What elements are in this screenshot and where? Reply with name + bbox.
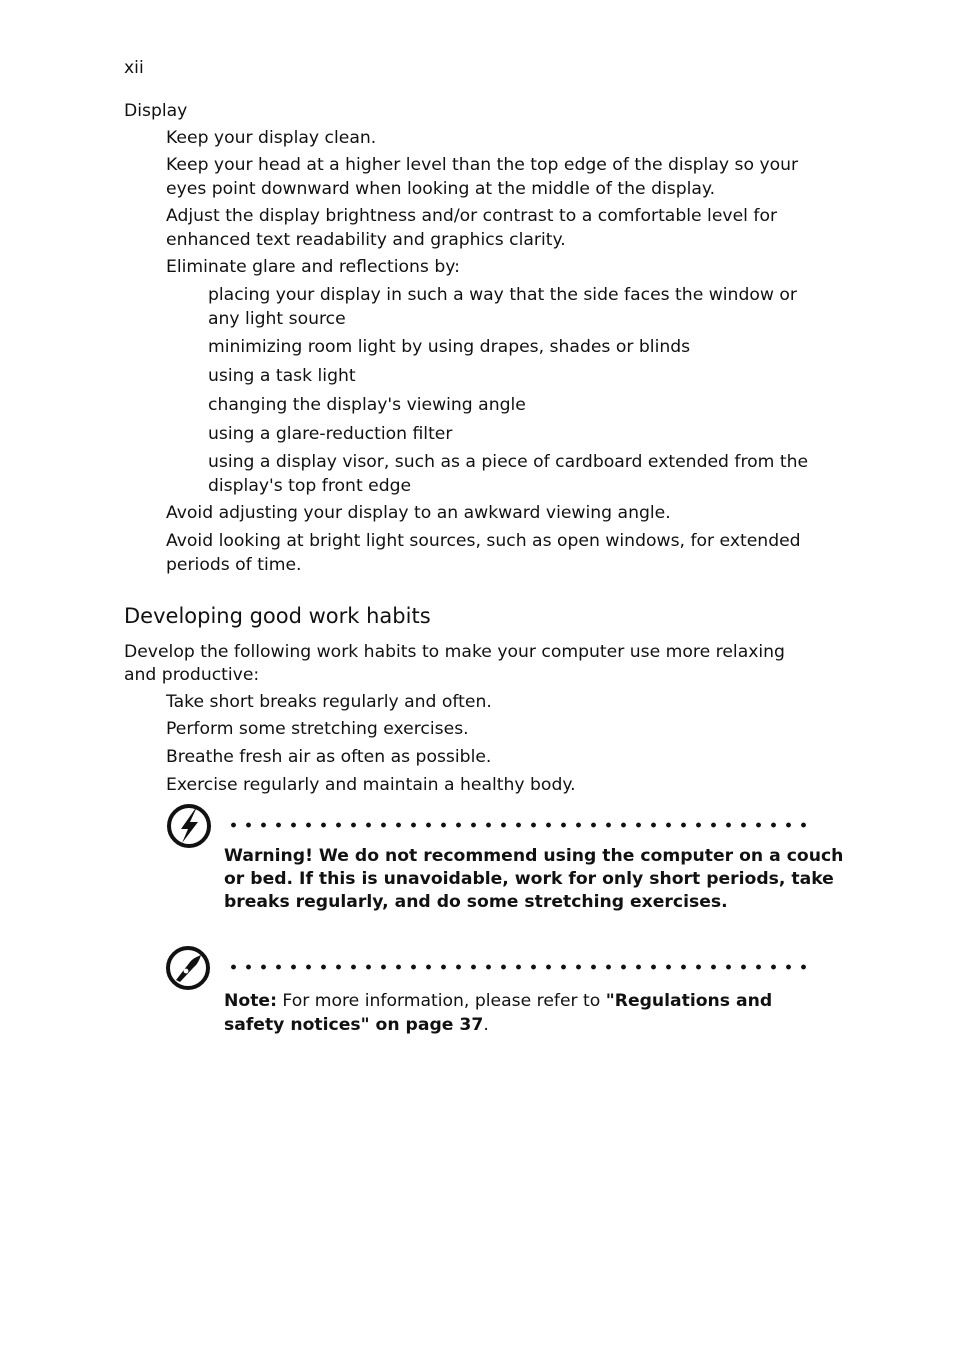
- note-link-text[interactable]: "Regulations and: [605, 991, 773, 1011]
- list-item: Perform some stretching exercises.: [166, 719, 469, 739]
- list-item-continuation: periods of time.: [166, 555, 302, 575]
- warning-text: or bed. If this is unavoidable, work for only short periods, take: [224, 869, 834, 889]
- list-item: Take short breaks regularly and often.: [166, 692, 492, 712]
- note-end: .: [483, 1015, 489, 1035]
- list-item: Avoid looking at bright light sources, such as open windows, for extended: [166, 531, 801, 551]
- list-item: Avoid adjusting your display to an awkward viewing angle.: [166, 503, 671, 523]
- sub-list-item-continuation: display's top front edge: [208, 476, 412, 496]
- list-item: Keep your head at a higher level than the top edge of the display so your: [166, 155, 799, 175]
- sub-list-item: using a display visor, such as a piece of cardboard extended from the: [208, 452, 809, 472]
- list-item-continuation: eyes point downward when looking at the middle of the display.: [166, 179, 716, 199]
- sub-list-item: changing the display's viewing angle: [208, 395, 526, 415]
- sub-list-item: using a glare-reduction filter: [208, 424, 453, 444]
- warning-text: breaks regularly, and do some stretching exercises.: [224, 892, 728, 912]
- list-item: Exercise regularly and maintain a healthy body.: [166, 775, 576, 795]
- habits-intro-continuation: and productive:: [124, 665, 260, 685]
- note-text: [224, 989, 772, 1013]
- note-dotted-rule: [226, 964, 810, 970]
- list-item: Breathe fresh air as often as possible.: [166, 747, 492, 767]
- list-item: Eliminate glare and reflections by:: [166, 257, 460, 277]
- section-heading-display: Display: [124, 101, 188, 121]
- section-title-habits: Developing good work habits: [124, 604, 431, 628]
- warning-text: Warning! We do not recommend using the computer on a couch: [224, 846, 844, 866]
- sub-list-item-continuation: any light source: [208, 309, 346, 329]
- note-link-text[interactable]: safety notices" on page 37: [224, 1015, 484, 1035]
- list-item: Adjust the display brightness and/or contrast to a comfortable level for: [166, 206, 778, 226]
- warning-dotted-rule: [226, 822, 810, 828]
- list-item-continuation: enhanced text readability and graphics clarity.: [166, 230, 566, 250]
- note-body: For more information, please refer to: [276, 991, 606, 1011]
- page-number: xii: [124, 58, 144, 78]
- note-label: Note:: [224, 991, 277, 1011]
- note-text-continuation: [224, 1013, 489, 1037]
- note-pen-icon: [164, 944, 212, 992]
- habits-intro: Develop the following work habits to make your computer use more relaxing: [124, 642, 785, 662]
- list-item: Keep your display clean.: [166, 128, 377, 148]
- sub-list-item: placing your display in such a way that the side faces the window or: [208, 285, 797, 305]
- sub-list-item: minimizing room light by using drapes, shades or blinds: [208, 337, 691, 357]
- warning-lightning-icon: [165, 802, 213, 850]
- sub-list-item: using a task light: [208, 366, 356, 386]
